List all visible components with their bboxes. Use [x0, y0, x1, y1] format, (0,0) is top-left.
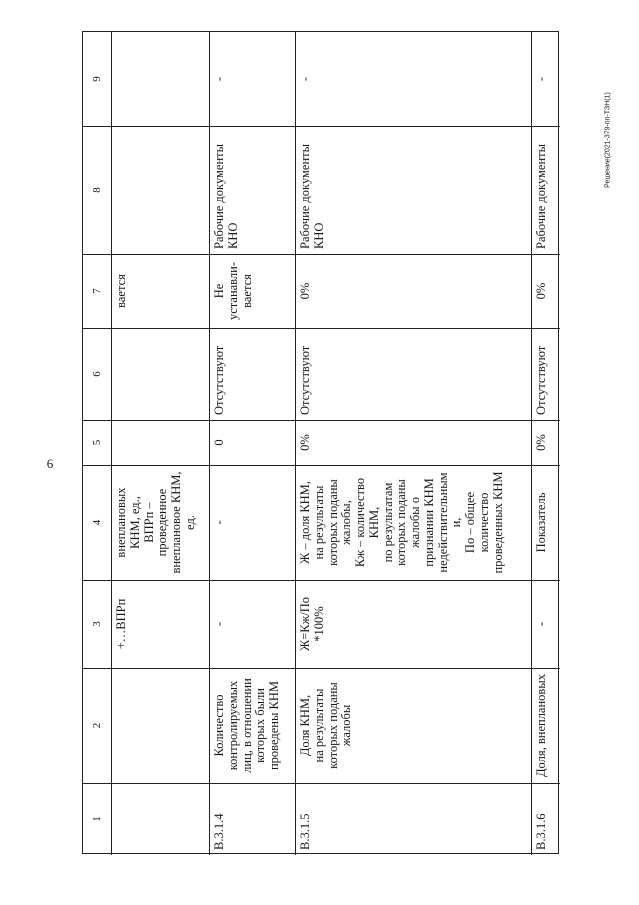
table-cell-r2-c9	[295, 32, 531, 126]
table-cell-r1-c9-text: -	[212, 76, 226, 82]
table-cell-r1-c5-text: 0	[212, 439, 226, 446]
header-cell-7-text: 7	[91, 288, 103, 294]
table-cell-r0-c5	[111, 420, 209, 465]
table-cell-r0-c6	[111, 328, 209, 420]
table-cell-r2-c7	[295, 254, 531, 328]
table-cell-r0-c1	[111, 783, 209, 855]
table-cell-r0-c3	[111, 580, 209, 668]
header-cell-1	[83, 783, 111, 855]
table-cell-r1-c4	[209, 465, 295, 580]
header-cell-5	[83, 420, 111, 465]
table-cell-r2-c2	[295, 668, 531, 783]
table-cell-r2-c3-text: Ж=Кж/По *100%	[298, 597, 326, 651]
header-cell-5-text: 5	[91, 439, 103, 446]
table-cell-r1-c4-text: -	[212, 520, 226, 525]
table-cell-r2-c5-text: 0%	[298, 434, 312, 451]
table-cell-r1-c2	[209, 668, 295, 783]
table-cell-r0-c8-text	[111, 126, 209, 254]
table-cell-r3-c2-text: Доля, внеплановых	[534, 674, 548, 777]
table-cell-r3-c5-text: 0%	[534, 434, 548, 451]
document-reference-note	[596, 90, 620, 190]
table-cell-r1-c8	[209, 126, 295, 254]
table-cell-r3-c9	[531, 32, 560, 126]
table-cell-r2-c4-text: Ж – доля КНМ, на результаты которых поданы жалобы, Кж – количество КНМ, по результатам которых поданы жалобы о признании КНМ недействительным и, По – общее количество проведенных КНМ	[298, 471, 505, 574]
header-cell-6	[83, 328, 111, 420]
table-cell-r1-c7-text: Не устанавли- вается	[212, 261, 254, 321]
header-cell-4-text: 4	[91, 519, 103, 526]
table-cell-r3-c8-text: Рабочие документы	[534, 143, 548, 249]
table-cell-r0-c6-text	[111, 328, 209, 420]
table-cell-r1-c6	[209, 328, 295, 420]
table-cell-r3-c4-text: Показатель	[534, 492, 548, 553]
header-cell-9	[83, 32, 111, 126]
table-cell-r1-c1	[209, 783, 295, 855]
table-cell-r2-c9-text: -	[298, 76, 312, 82]
header-cell-4	[83, 465, 111, 580]
header-cell-7	[83, 254, 111, 328]
table-cell-r0-c2	[111, 668, 209, 783]
header-cell-3	[83, 580, 111, 668]
header-cell-8-text: 8	[91, 187, 103, 193]
table-cell-r3-c8	[531, 126, 560, 254]
table-cell-r2-c1	[295, 783, 531, 855]
table-cell-r3-c1-text: В.3.1.6	[534, 813, 548, 850]
table-cell-r0-c9-text	[111, 32, 209, 126]
table-cell-r1-c5	[209, 420, 295, 465]
table-cell-r2-c8-text: Рабочие документы КНО	[298, 143, 326, 249]
table-cell-r3-c7-text: 0%	[534, 282, 548, 300]
header-cell-1-text: 1	[91, 816, 103, 822]
table-cell-r1-c1-text: В.3.1.4	[212, 813, 226, 850]
table-cell-r3-c2	[531, 668, 560, 783]
table-cell-r0-c1-text	[111, 783, 209, 855]
header-cell-2-text: 2	[91, 722, 103, 729]
table-cell-r3-c9-text: -	[534, 76, 548, 82]
table-cell-r3-c6	[531, 328, 560, 420]
table-cell-r2-c7-text: 0%	[298, 282, 312, 300]
header-cell-6-text: 6	[91, 371, 103, 377]
document-reference-text: Решение(2021-379-пп-ТЗН(1)	[604, 92, 612, 188]
table-cell-r0-c7	[111, 254, 209, 328]
table-cell-r3-c1	[531, 783, 560, 855]
table-cell-r2-c1-text: В.3.1.5	[298, 813, 312, 850]
table-cell-r0-c3-text: +…ВПРп	[114, 598, 128, 650]
table-cell-r2-c6-text: Отсутствуют	[298, 345, 312, 415]
table-cell-r1-c3-text: -	[212, 621, 226, 627]
table-cell-r1-c8-text: Рабочие документы КНО	[212, 143, 240, 249]
table-cell-r2-c2-text: Доля КНМ, на результаты которых поданы жалобы	[298, 682, 354, 769]
table-cell-r0-c4	[111, 465, 209, 580]
table-cell-r2-c8	[295, 126, 531, 254]
table-cell-r3-c4	[531, 465, 560, 580]
header-cell-3-text: 3	[91, 621, 103, 627]
table-cell-r3-c5	[531, 420, 560, 465]
table-cell-r0-c2-text	[111, 668, 209, 783]
table-cell-r3-c7	[531, 254, 560, 328]
table-cell-r0-c4-text: внеплановых КНМ, ед., ВПРп – проведенное внеплановое КНМ, ед.	[114, 471, 197, 574]
page-number: 6	[46, 456, 54, 471]
table-cell-r1-c9	[209, 32, 295, 126]
table-cell-r1-c3	[209, 580, 295, 668]
table-cell-r1-c2-text: Количество контролируемых лиц, в отношении которых были проведены КНМ	[212, 678, 281, 773]
table-cell-r2-c5	[295, 420, 531, 465]
table-cell-r0-c5-text	[111, 420, 209, 465]
table-cell-r1-c6-text: Отсутствуют	[212, 345, 226, 415]
header-cell-9-text: 9	[91, 76, 103, 82]
table-cell-r1-c7	[209, 254, 295, 328]
header-cell-8	[83, 126, 111, 254]
indicators-table	[82, 31, 559, 854]
table-cell-r2-c3	[295, 580, 531, 668]
table-cell-r2-c4	[295, 465, 531, 580]
table-cell-r0-c7-text: вается	[114, 274, 128, 308]
table-cell-r0-c8	[111, 126, 209, 254]
table-cell-r3-c6-text: Отсутствуют	[534, 345, 548, 415]
table-cell-r0-c9	[111, 32, 209, 126]
table-cell-r2-c6	[295, 328, 531, 420]
table-cell-r3-c3	[531, 580, 560, 668]
header-cell-2	[83, 668, 111, 783]
table-cell-r3-c3-text: -	[534, 621, 548, 627]
